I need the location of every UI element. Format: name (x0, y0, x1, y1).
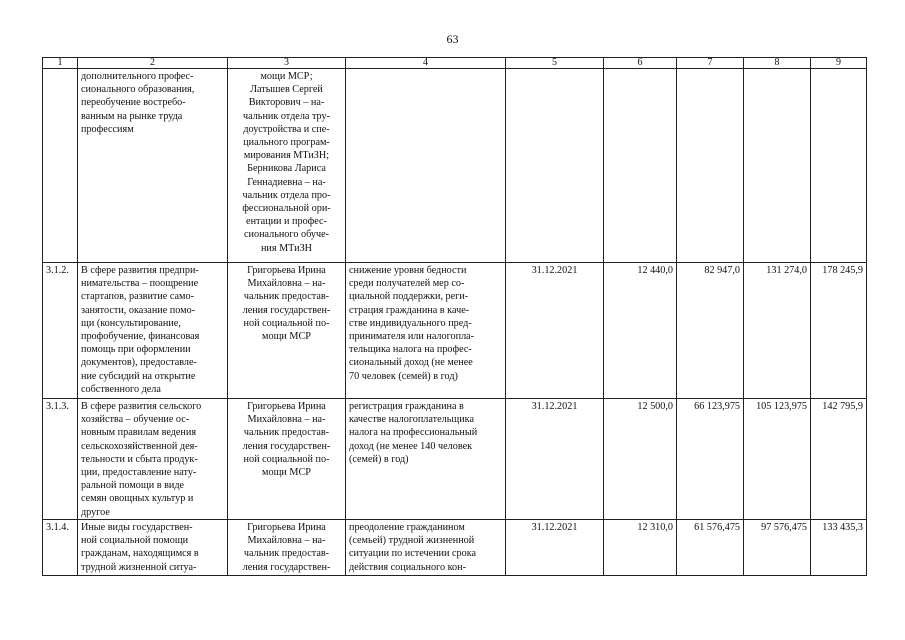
column-number: 5 (506, 58, 604, 69)
value-col-6: 12 500,0 (604, 399, 677, 520)
item-number: 3.1.4. (43, 520, 78, 576)
column-number: 4 (346, 58, 506, 69)
value-col-8: 105 123,975 (744, 399, 811, 520)
column-number: 3 (228, 58, 346, 69)
column-number: 2 (78, 58, 228, 69)
value-col-7 (677, 69, 744, 263)
deadline: 31.12.2021 (506, 520, 604, 576)
value-col-9: 178 245,9 (811, 263, 867, 399)
value-col-9: 133 435,3 (811, 520, 867, 576)
value-col-6 (604, 69, 677, 263)
item-number: 3.1.3. (43, 399, 78, 520)
deadline: 31.12.2021 (506, 399, 604, 520)
column-number: 1 (43, 58, 78, 69)
value-col-8 (744, 69, 811, 263)
value-col-6: 12 310,0 (604, 520, 677, 576)
column-number-row (43, 58, 867, 69)
responsible-person: Григорьева Ирина Михайловна – на- чальник предостав- ления государствен- (228, 520, 346, 576)
measure-name: В сфере развития предпри- нимательства – поощрение стартапов, развитие само- занятости, оказание помо- щи (консультирование, профобучение, финансовая помощь при оформлении документов), предоставле- ние субсидий на открытие собственного дела (78, 263, 228, 399)
value-col-8: 131 274,0 (744, 263, 811, 399)
measure-name: Иные виды государствен- ной социальной помощи гражданам, находящимся в трудной жизненной ситуа- (78, 520, 228, 576)
table-row (43, 263, 867, 399)
item-number: 3.1.2. (43, 263, 78, 399)
column-number: 6 (604, 58, 677, 69)
item-number (43, 69, 78, 263)
table-row (43, 399, 867, 520)
program-table (42, 57, 867, 576)
column-number: 8 (744, 58, 811, 69)
deadline (506, 69, 604, 263)
expected-result: преодоление гражданином (семьей) трудной жизненной ситуации по истечении срока действия социального кон- (346, 520, 506, 576)
expected-result: снижение уровня бедности среди получателей мер со- циальной поддержки, реги- страция гражданина в каче- стве индивидуального пред- принимателя или налогопла- тельщика налога на профес- сиональный доход (не менее 70 человек (семей) в год) (346, 263, 506, 399)
value-col-9: 142 795,9 (811, 399, 867, 520)
value-col-8: 97 576,475 (744, 520, 811, 576)
value-col-7: 66 123,975 (677, 399, 744, 520)
value-col-9 (811, 69, 867, 263)
column-number: 7 (677, 58, 744, 69)
responsible-person: Григорьева Ирина Михайловна – на- чальник предостав- ления государствен- ной социальной по- мощи МСР (228, 263, 346, 399)
expected-result: регистрация гражданина в качестве налогоплательщика налога на профессиональный доход (не менее 140 человек (семей) в год) (346, 399, 506, 520)
measure-name: дополнительного профес- сионального образования, переобучение востребо- ванным на рынке труда профессиям (78, 69, 228, 263)
table-row (43, 69, 867, 263)
value-col-6: 12 440,0 (604, 263, 677, 399)
measure-name: В сфере развития сельского хозяйства – обучение ос- новным правилам ведения сельскохозяйственной дея- тельности и сбыта продук- ции, предоставление нату- ральной помощи в виде семян овощных культур и другое (78, 399, 228, 520)
value-col-7: 82 947,0 (677, 263, 744, 399)
column-number: 9 (811, 58, 867, 69)
responsible-person: мощи МСР; Латышев Сергей Викторович – на- чальник отдела тру- доустройства и спе- циального програм- мирования МТиЗН; Берникова Лариса Геннадиевна – на- чальник отдела про- фессиональной ори- ентации и профес- сионального обуче- ния МТиЗН (228, 69, 346, 263)
responsible-person: Григорьева Ирина Михайловна – на- чальник предостав- ления государствен- ной социальной по- мощи МСР (228, 399, 346, 520)
table-row (43, 520, 867, 576)
expected-result (346, 69, 506, 263)
deadline: 31.12.2021 (506, 263, 604, 399)
value-col-7: 61 576,475 (677, 520, 744, 576)
page-number: 63 (446, 32, 459, 46)
